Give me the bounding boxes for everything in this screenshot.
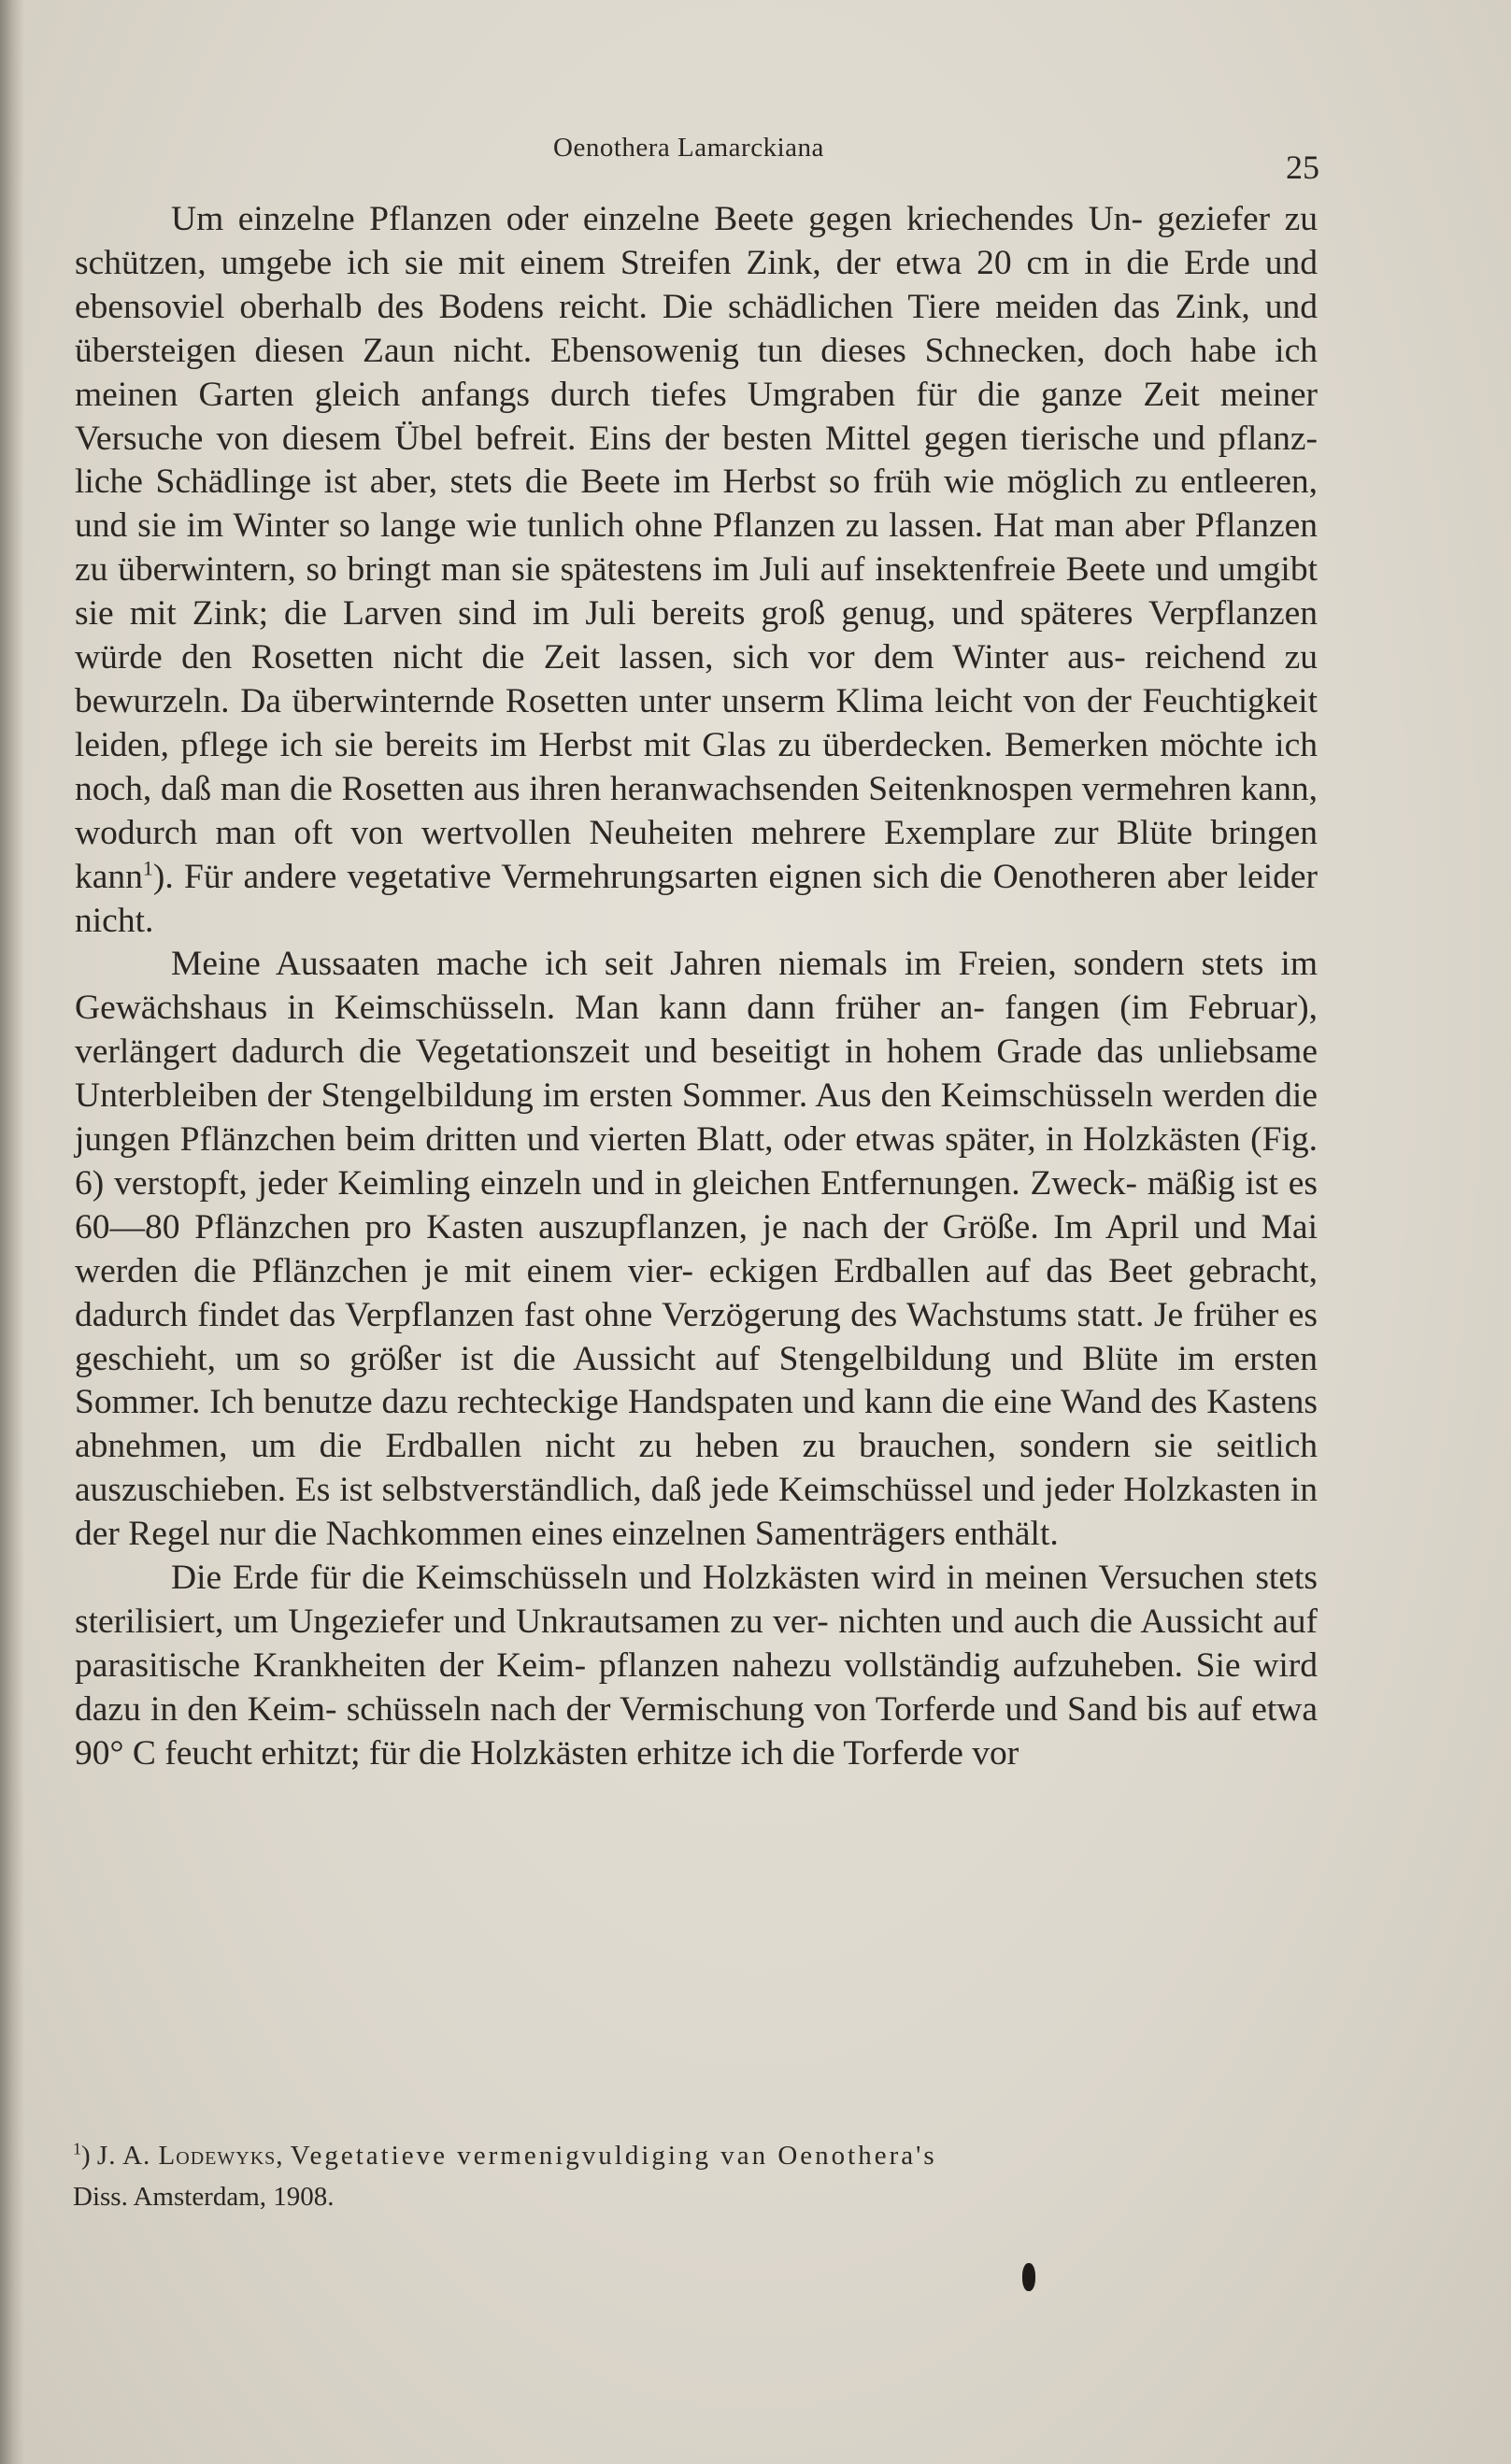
text-line: pflanzen nahezu vollständig aufzuheben. Sie wird dazu in den Keim- xyxy=(75,1645,1318,1729)
text-line: daß jede Keimschüssel und jeder Holzkasten in der Regel nur die xyxy=(75,1471,1319,1554)
footnotes xyxy=(73,2135,1325,2217)
text-line: bringen kann xyxy=(75,813,1318,896)
text-line: beim dritten und vierten Blatt, oder etwas später, in Holzkästen (Fig. 6) xyxy=(75,1120,1319,1203)
footnote-1 xyxy=(73,2135,1325,2176)
text-line: nichten und auch die Aussicht auf parasitische Krankheiten der Keim- xyxy=(75,1602,1318,1685)
text-line: Nachkommen eines einzelnen Samenträgers enthält. xyxy=(325,1515,1059,1554)
text-line: lassen. Hat man aber Pflanzen zu überwintern, so bringt man sie xyxy=(75,506,1318,590)
text-line: 20 cm in die Erde und ebensoviel oberhalb des Bodens reicht. Die xyxy=(75,243,1318,326)
text-line: reichend zu bewurzeln. Da überwinternde Rosetten unter unserm Klima xyxy=(75,638,1318,720)
text-line: Die Erde für die Keimschüsseln und Holzkästen wird in meinen xyxy=(171,1559,1089,1598)
text-line: die Larven sind im Juli bereits groß genug, und späteres Verpflanzen xyxy=(284,594,1318,634)
text-line: mit Glas zu überdecken. Bemerken möchte ich noch, daß man die xyxy=(75,725,1318,808)
footnote-mark-close: ) xyxy=(81,2141,91,2171)
text-line: 90° C feucht erhitzt; für die Holzkästen erhitze ich die Torferde vor xyxy=(75,1733,1019,1773)
text-line: wodurch man oft von wertvollen Neuheiten mehrere Exemplare zur Blüte xyxy=(75,813,1193,852)
text-line: ). Für andere vegetative Vermehrungsarten eignen sich xyxy=(152,857,930,896)
ink-spot xyxy=(1022,2263,1035,2291)
text-line: schüsseln nach der Vermischung von Torferde und Sand bis auf etwa xyxy=(346,1689,1319,1729)
body-text xyxy=(75,198,1318,1776)
text-line: Meine Aussaaten mache ich seit Jahren niemals im Freien, sondern xyxy=(171,945,1185,984)
text-line: spätestens im Juli auf insektenfreie Beete und umgibt sie mit Zink; xyxy=(75,550,1318,634)
text-line: die Oenotheren aber leider nicht. xyxy=(75,857,1319,940)
text-line: diesem Übel befreit. Eins der besten Mittel gegen tierische und pflanz- xyxy=(281,419,1318,458)
text-line: anfangs durch tiefes Umgraben für die ganze Zeit meiner Versuche von xyxy=(75,375,1318,458)
running-title: Oenothera Lamarckiana xyxy=(553,133,824,163)
footnote-title: Vegetatieve vermenigvuldiging van Oenothera's xyxy=(290,2141,937,2171)
text-line: brauchen, sondern sie seitlich auszuschieben. Es ist selbstverständlich, xyxy=(75,1427,1318,1510)
text-line: Sommer. Ich benutze dazu rechteckige Handspaten und kann die eine xyxy=(75,1383,1052,1422)
text-line: mäßig ist es 60—80 Pflänzchen pro Kasten auszupflanzen, je nach der xyxy=(75,1163,1319,1246)
text-line: liche Schädlinge ist aber, stets die Beete im Herbst so früh wie möglich xyxy=(75,463,1122,502)
text-line: fast ohne Verzögerung des Wachstums statt. Je früher es geschieht, xyxy=(75,1295,1318,1378)
paragraph-1 xyxy=(75,198,1318,943)
paragraph-3 xyxy=(75,1557,1318,1776)
page-spine-shadow xyxy=(0,0,24,2464)
footnote-reference[interactable]: 1 xyxy=(142,856,153,880)
text-line: Rosetten aus ihren heranwachsenden Seitenknospen vermehren kann, xyxy=(341,769,1319,808)
text-line: in hohem Grade das unliebsame Unterbleiben der Stengelbildung im xyxy=(75,1033,1318,1116)
text-line: Ebensowenig tun dieses Schnecken, doch habe ich meinen Garten gleich xyxy=(75,331,1318,414)
text-line: Versuchen stets sterilisiert, um Ungeziefer und Unkrautsamen zu ver- xyxy=(75,1559,1319,1641)
page-number: 25 xyxy=(1286,149,1319,186)
text-line: Wand des Kastens abnehmen, um die Erdballen nicht zu heben zu xyxy=(75,1383,1318,1466)
paragraph-2 xyxy=(75,943,1318,1557)
text-line: würde den Rosetten nicht die Zeit lassen, sich vor dem Winter aus- xyxy=(75,638,1126,677)
text-line: stets im Gewächshaus in Keimschüsseln. Man kann dann früher an- xyxy=(75,945,1319,1028)
page-header xyxy=(0,133,1511,189)
footnote-author: J. A. Lodewyks, xyxy=(96,2141,284,2171)
text-line: zu entleeren, und sie im Winter so lange wie tunlich ohne Pflanzen zu xyxy=(75,463,1319,546)
text-line: fangen (im Februar), verlängert dadurch die Vegetationszeit und beseitigt xyxy=(75,989,1318,1072)
text-line: eckigen Erdballen auf das Beet gebracht, dadurch findet das Verpflanzen xyxy=(75,1251,1318,1334)
text-line: Um einzelne Pflanzen oder einzelne Beete gegen kriechendes Un- xyxy=(171,200,1143,238)
footnote-mark: 1 xyxy=(73,2139,81,2158)
text-line: ersten Sommer. Aus den Keimschüsseln werden die jungen Pflänzchen xyxy=(75,1076,1318,1160)
text-line: um so größer ist die Aussicht auf Stengelbildung und Blüte im ersten xyxy=(235,1339,1318,1378)
text-line: leicht von der Feuchtigkeit leiden, pflege ich sie bereits im Herbst xyxy=(75,681,1319,764)
text-line: schädlichen Tiere meiden das Zink, und übersteigen diesen Zaun nicht. xyxy=(75,287,1319,370)
text-line: verstopft, jeder Keimling einzeln und in gleichen Entfernungen. Zweck- xyxy=(114,1163,1138,1203)
text-line: Größe. Im April und Mai werden die Pflänzchen je mit einem vier- xyxy=(75,1207,1318,1290)
text-line: geziefer zu schützen, umgebe ich sie mit einem Streifen Zink, der etwa xyxy=(75,200,1318,282)
footnote-1-line-2: Diss. Amsterdam, 1908. xyxy=(73,2182,335,2212)
